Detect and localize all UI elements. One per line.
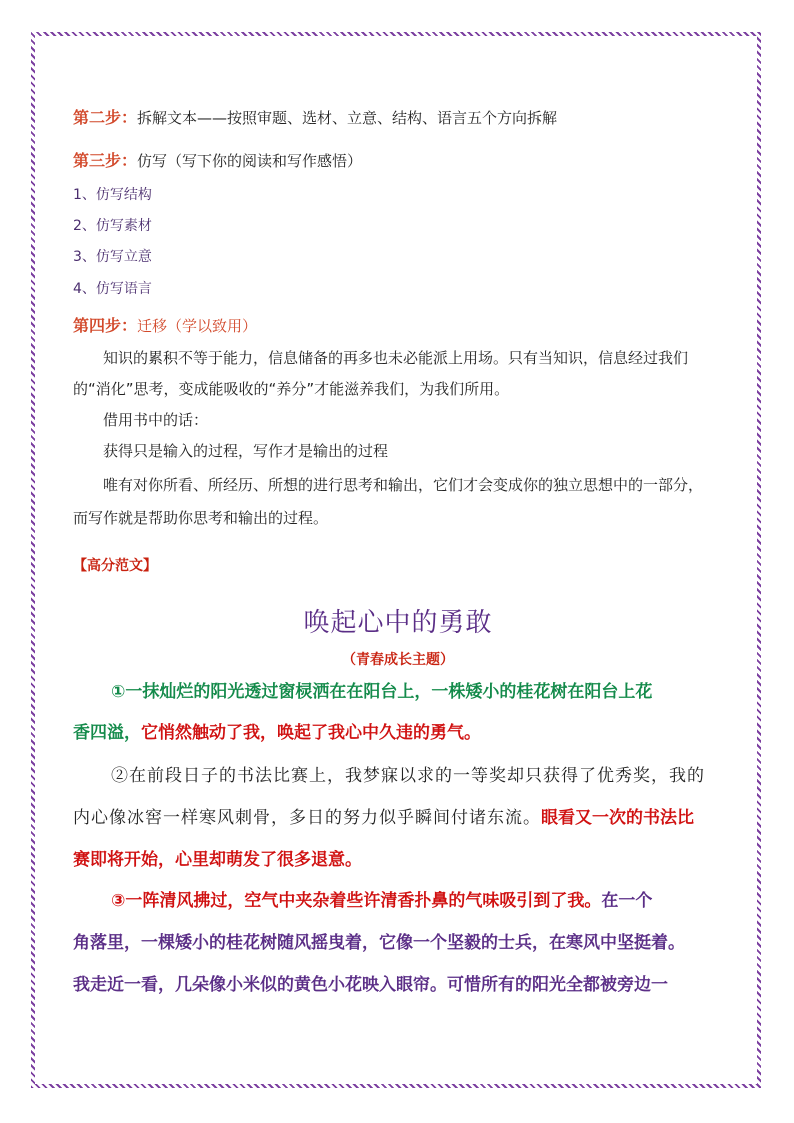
essay-title: 唤起心中的勇敢 — [303, 608, 493, 638]
step-three-label: 第三步： — [73, 151, 138, 170]
essay-p2-line3: 赛即将开始，心里却萌发了很多退意。 — [73, 850, 362, 870]
step-four-text: 迁移（学以致用） — [137, 317, 258, 335]
step-two-text: 拆解文本——按照审题、选材、立意、结构、语言五个方向拆解 — [137, 109, 558, 127]
list-item: 1、仿写结构 — [73, 187, 152, 203]
reflection-p1-line2: 的“消化”思考，变成能吸收的“养分”才能滋养我们，为我们所用。 — [73, 380, 510, 398]
step-four — [73, 313, 257, 336]
essay-p3-line2: 角落里，一棵矮小的桂花树随风摇曳着，它像一个坚毅的士兵，在寒风中坚挺着。 — [73, 933, 685, 953]
reflection-p1-line1: 知识的累积不等于能力，信息储备的再多也未必能派上用场。只有当知识，信息经过我们 — [103, 349, 689, 367]
list-item: 4、仿写语言 — [73, 281, 152, 297]
essay-p3-line3: 我走近一看，几朵像小米似的黄色小花映入眼帘。可惜所有的阳光全都被旁边一 — [73, 975, 668, 995]
reflection-p3: 获得只是输入的过程，写作才是输出的过程 — [103, 442, 389, 460]
reflection-p4-line1: 唯有对你所看、所经历、所想的进行思考和输出，它们才会变成你的独立思想中的一部分， — [103, 476, 704, 494]
essay-p2-line2: 内心像冰窖一样寒风刺骨，多日的努力似乎瞬间付诸东流。眼看又一次的书法比 — [73, 808, 694, 828]
essay-p3-line1: ③一阵清风拂过，空气中夹杂着些许清香扑鼻的气味吸引到了我。在一个 — [111, 891, 653, 911]
essay-tag: 【高分范文】 — [73, 558, 157, 574]
essay-p2-line1: ②在前段日子的书法比赛上，我梦寐以求的一等奖却只获得了优秀奖，我的 — [111, 766, 705, 786]
list-item: 3、仿写立意 — [73, 249, 152, 265]
step-two-label: 第二步： — [73, 108, 138, 127]
step-three-text: 仿写（写下你的阅读和写作感悟） — [137, 152, 363, 170]
essay-subtitle: （青春成长主题） — [342, 652, 454, 668]
essay-p1-line2: 香四溢，它悄然触动了我，唤起了我心中久违的勇气。 — [73, 723, 481, 743]
essay-p1-line1: ①一抹灿烂的阳光透过窗棂洒在在阳台上，一株矮小的桂花树在阳台上花 — [111, 682, 653, 702]
step-four-label: 第四步： — [73, 316, 138, 335]
reflection-p4-line2: 而写作就是帮助你思考和输出的过程。 — [73, 509, 329, 527]
list-item: 2、仿写素材 — [73, 218, 152, 234]
step-three — [73, 148, 362, 171]
step-two — [73, 105, 557, 128]
reflection-p2: 借用书中的话： — [103, 411, 209, 429]
